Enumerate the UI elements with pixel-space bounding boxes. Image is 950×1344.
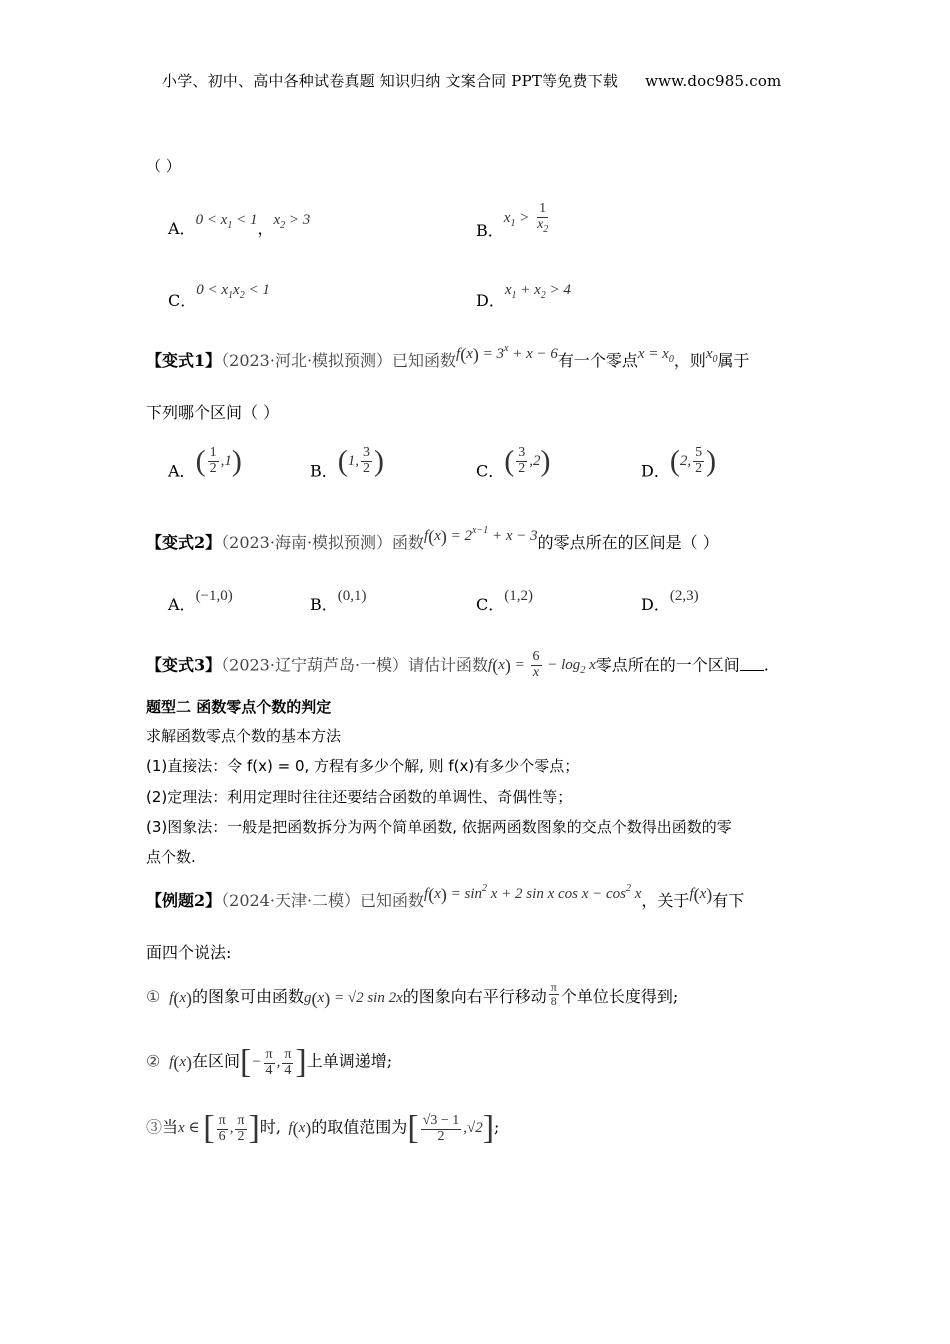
v1-option-a: A．( $\frac{1}{2}$ ,1)	[168, 444, 242, 481]
statement-number: ③	[146, 1117, 163, 1137]
variant-tag: 【变式2】	[146, 533, 222, 552]
option-label: B．	[476, 221, 504, 241]
statement-3: ③当x ∈ [ $\frac{\pi}{6}$ , $\frac{\pi}{2}$ ]时, f(x)的取值范围为[ $\frac{√3 - 1}{2}$ ,√2];	[146, 1110, 500, 1147]
variant-1-line2: 下列哪个区间（ ）	[146, 403, 280, 422]
example-2: 【例题2】（2024·天津·二模）已知函数$f(x) = \sin^2 x + 2$ sin x $\cos x - \cos^2 x$，关于f(x)有下	[146, 883, 745, 910]
text: 上单调递增;	[306, 1051, 393, 1071]
text: 的图象可由函数	[192, 987, 305, 1006]
option-label: B．	[310, 595, 338, 614]
option-label: A．	[168, 461, 196, 481]
text: 属于	[717, 351, 750, 370]
variant-2: 【变式2】（2023·海南·模拟预测）函数$f(x) = 2^{x-1} + x - 3$的零点所在的区间是（ ）	[146, 525, 719, 552]
option-label: D．	[641, 461, 670, 481]
variant-source: （2023·海南·模拟预测）函数	[221, 533, 425, 552]
text: .	[763, 655, 769, 675]
text: 零点所在的一个区间	[595, 655, 740, 675]
q1-option-b: B．$x_1$ > $\frac{1}{x_2}$	[476, 201, 549, 241]
v1-option-b: B．(1, $\frac{3}{2}$ )	[310, 444, 385, 481]
text: 有下	[712, 891, 745, 910]
text: ;	[494, 1117, 500, 1137]
q1-option-c: C．$0 < x_1x_2 < 1$	[168, 282, 270, 310]
text: ，关于	[641, 891, 690, 910]
text: 个单位长度得到;	[560, 987, 679, 1006]
variant-tag: 【变式1】	[146, 351, 222, 370]
text: 的取值范围为	[311, 1117, 408, 1137]
option-value: (0,1)	[337, 588, 367, 604]
option-label: D．	[476, 291, 505, 310]
text: 有一个零点	[557, 351, 638, 370]
separator: ，	[257, 219, 274, 238]
header-url: www.doc985.com	[645, 72, 782, 90]
option-label: A．	[168, 595, 196, 614]
q1-option-a: A．$0 < x_1 < 1$，$x_2 > 3$	[168, 212, 311, 238]
statement-1: ① f(x)的图象可由函数g(x) = √2 sin 2x的图象向右平行移动 $\frac{\pi}{8}$ 个单位长度得到;	[146, 980, 679, 1009]
v1-option-c: C．( $\frac{3}{2}$ ,2)	[476, 444, 551, 481]
example-tag: 【例题2】	[146, 891, 222, 910]
v1-option-d: D．(2, $\frac{5}{2}$ )	[641, 444, 717, 481]
site-header	[162, 70, 781, 91]
method-3: (3)图象法：一般是把函数拆分为两个简单函数, 依据两函数图象的交点个数得出函数的零	[146, 818, 732, 836]
option-label: C．	[476, 595, 505, 614]
option-label: D．	[641, 595, 670, 614]
statement-number: ②	[146, 1051, 161, 1071]
text: 的零点所在的区间是（ ）	[537, 533, 719, 552]
header-text: 小学、初中、高中各种试卷真题 知识归纳 文案合同 PPT等免费下载	[162, 72, 619, 90]
variant-1: 【变式1】（2023·河北·模拟预测）已知函数$f(x) = 3^x + x - 6$有一个零点$x = x_0$，则$x_0$属于	[146, 343, 750, 370]
option-value: (2,3)	[669, 588, 699, 604]
answer-paren: （ ）	[146, 157, 181, 175]
variant-tag: 【变式3】	[146, 655, 222, 675]
method-title: 求解函数零点个数的基本方法	[146, 727, 342, 745]
option-label: A．	[168, 219, 196, 238]
method-3-cont: 点个数.	[146, 848, 196, 866]
variant-source: （2023·辽宁葫芦岛·一模）请估计函数	[221, 655, 489, 675]
option-label: B．	[310, 461, 338, 481]
text: 当	[162, 1117, 179, 1137]
text: 在区间	[192, 1051, 241, 1071]
v2-option-b	[310, 588, 367, 615]
method-2: (2)定理法：利用定理时往往还要结合函数的单调性、奇偶性等；	[146, 788, 573, 806]
v2-option-a	[168, 588, 233, 615]
section-title: 题型二 函数零点个数的判定	[146, 698, 332, 716]
text: 的图象向右平行移动	[402, 987, 547, 1006]
example-2-line2: 面四个说法:	[146, 943, 232, 962]
option-label: C．	[168, 291, 197, 310]
statement-number: ①	[146, 987, 161, 1006]
statement-2: ② f(x)在区间[− $\frac{\pi}{4}$ , $\frac{\pi}{4}$ ]上单调递增;	[146, 1044, 393, 1081]
method-1: (1)直接法：令 f(x) = 0, 方程有多少个解, 则 f(x)有多少个零点；	[146, 757, 580, 775]
variant-3: 【变式3】（2023·辽宁葫芦岛·一模）请估计函数f(x) = $\frac{6}{x}$ − $\log_2 x$零点所在的一个区间 .	[146, 649, 769, 680]
variant-source: （2023·河北·模拟预测）已知函数	[221, 351, 457, 370]
v2-option-c	[476, 588, 533, 615]
v2-option-d	[641, 588, 699, 615]
text: ，则	[673, 351, 706, 370]
option-label: C．	[476, 461, 505, 481]
q1-option-d: D．$x_1 + x_2 > 4$	[476, 282, 571, 310]
example-source: （2024·天津·二模）已知函数	[221, 891, 425, 910]
option-value: (−1,0)	[195, 588, 233, 604]
option-value: (1,2)	[504, 588, 533, 604]
text: 时,	[259, 1117, 281, 1137]
answer-blank[interactable]	[740, 656, 764, 671]
